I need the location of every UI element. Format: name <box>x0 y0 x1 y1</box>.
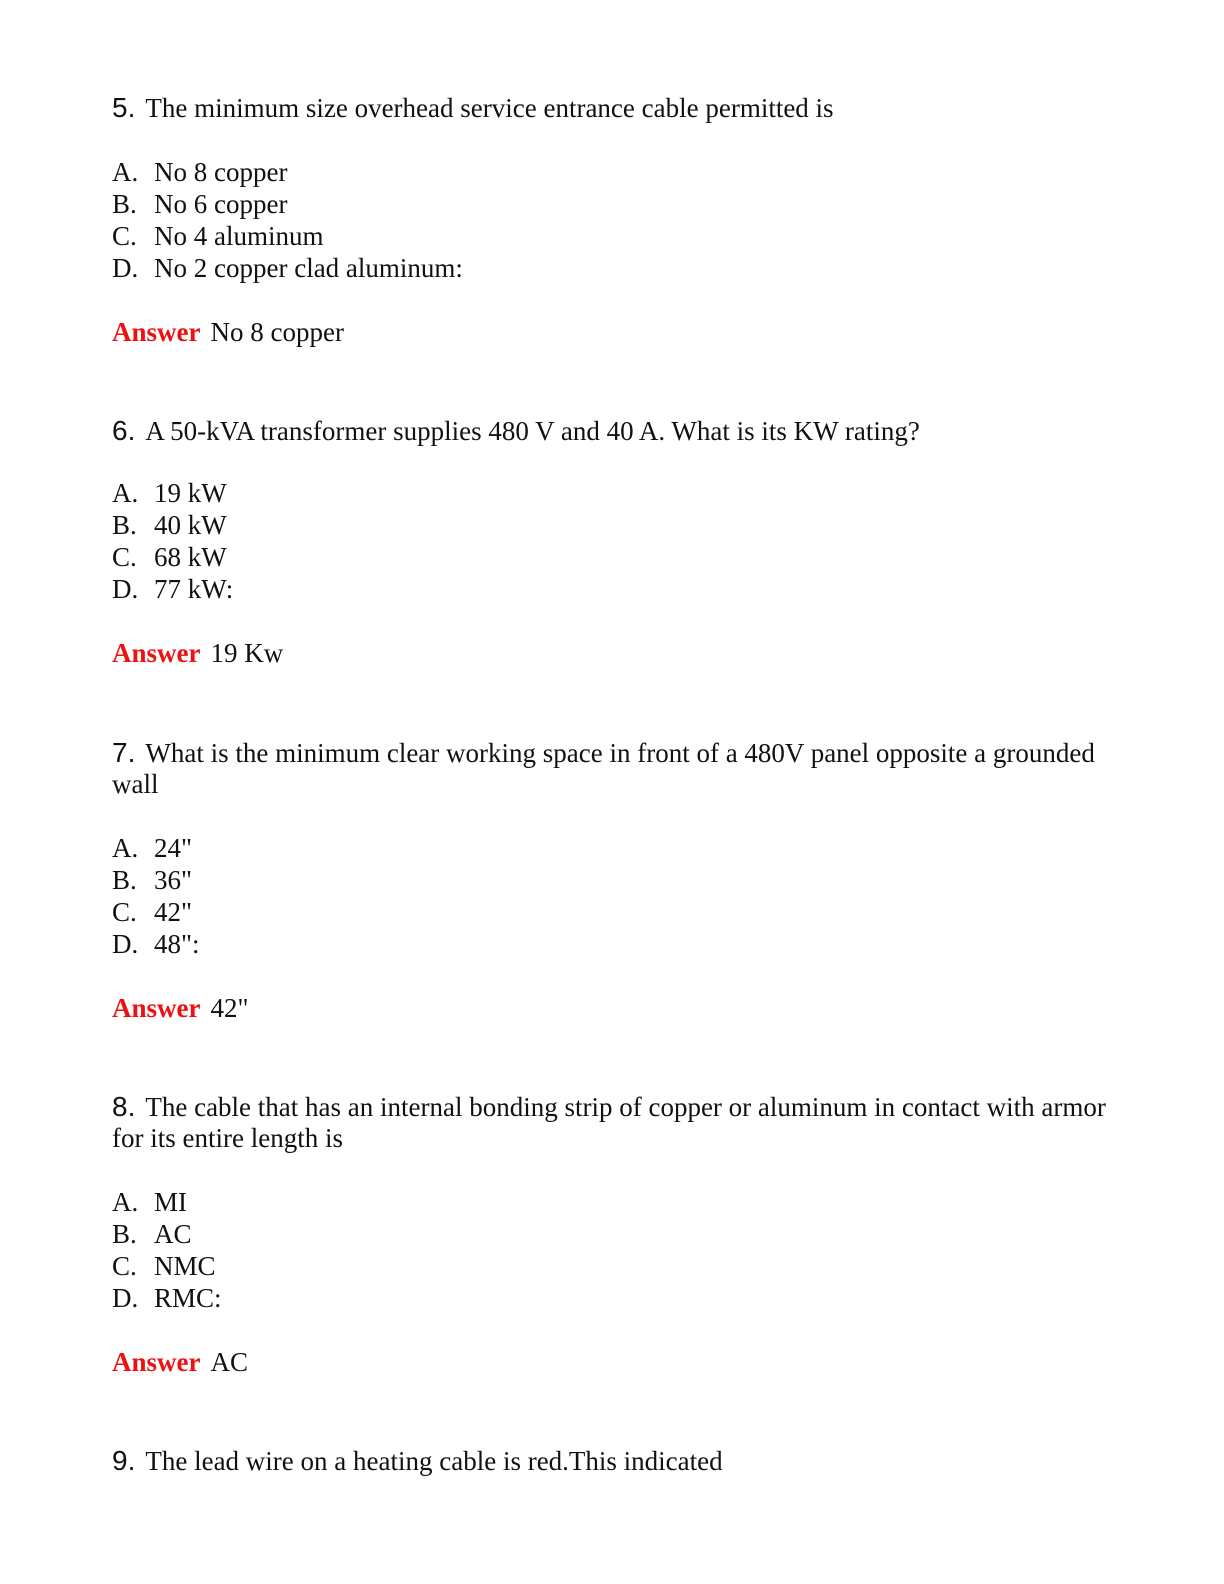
option-text: MI <box>154 1187 187 1217</box>
option-text: AC <box>154 1219 192 1249</box>
question-number: 6. <box>112 415 136 446</box>
option-d <box>112 573 1122 605</box>
option-letter: B. <box>112 189 137 219</box>
option-letter: C. <box>112 1251 137 1281</box>
question-prompt: What is the minimum clear working space in front of a 480V panel opposite a grounded wall <box>112 738 1095 799</box>
question-number: 8. <box>112 1091 136 1122</box>
option-text: No 2 copper clad aluminum: <box>154 253 463 283</box>
option-letter: B. <box>112 865 137 895</box>
question-5 <box>112 92 1122 348</box>
option-a <box>112 156 1122 188</box>
answer-line <box>112 992 1122 1024</box>
question-9 <box>112 1445 1122 1477</box>
option-letter: C. <box>112 221 137 251</box>
option-b <box>112 864 1122 896</box>
option-text: No 8 copper <box>154 157 288 187</box>
question-prompt: The lead wire on a heating cable is red.This indicated <box>145 1446 723 1476</box>
option-text: RMC: <box>154 1283 222 1313</box>
option-text: 42" <box>154 897 193 927</box>
answer-value: No 8 copper <box>210 317 344 347</box>
option-letter: C. <box>112 542 137 572</box>
option-letter: D. <box>112 253 139 283</box>
option-text: 24" <box>154 833 193 863</box>
answer-label: Answer <box>112 993 201 1023</box>
option-text: No 6 copper <box>154 189 288 219</box>
option-text: No 4 aluminum <box>154 221 324 251</box>
option-d <box>112 928 1122 960</box>
option-letter: B. <box>112 510 137 540</box>
option-letter: D. <box>112 929 139 959</box>
option-letter: A. <box>112 157 139 187</box>
question-prompt: The minimum size overhead service entrance cable permitted is <box>145 93 834 123</box>
option-text: 68 kW <box>154 542 227 572</box>
option-a <box>112 1186 1122 1218</box>
option-letter: C. <box>112 897 137 927</box>
option-d <box>112 252 1122 284</box>
question-number: 7. <box>112 737 136 768</box>
option-b <box>112 188 1122 220</box>
answer-label: Answer <box>112 638 201 668</box>
question-number: 5. <box>112 92 136 123</box>
question-prompt: A 50-kVA transformer supplies 480 V and 40 A. What is its KW rating? <box>145 416 920 446</box>
option-letter: A. <box>112 1187 139 1217</box>
options-list <box>112 477 1122 605</box>
option-c <box>112 220 1122 252</box>
option-c <box>112 896 1122 928</box>
answer-line <box>112 316 1122 348</box>
option-text: NMC <box>154 1251 216 1281</box>
answer-value: 42" <box>210 993 249 1023</box>
answer-line <box>112 1346 1122 1378</box>
option-b <box>112 1218 1122 1250</box>
option-text: 77 kW: <box>154 574 234 604</box>
option-letter: D. <box>112 1283 139 1313</box>
option-text: 36" <box>154 865 193 895</box>
option-letter: D. <box>112 574 139 604</box>
option-a <box>112 477 1122 509</box>
options-list <box>112 1186 1122 1314</box>
question-text <box>112 415 1122 447</box>
answer-value: AC <box>210 1347 249 1377</box>
option-d <box>112 1282 1122 1314</box>
question-text <box>112 92 1122 124</box>
option-text: 48": <box>154 929 200 959</box>
answer-label: Answer <box>112 317 201 347</box>
question-6 <box>112 415 1122 669</box>
question-8 <box>112 1091 1122 1378</box>
option-c <box>112 1250 1122 1282</box>
question-number: 9. <box>112 1445 136 1476</box>
options-list <box>112 156 1122 284</box>
question-7 <box>112 737 1122 1024</box>
question-text <box>112 1091 1122 1154</box>
option-letter: A. <box>112 833 139 863</box>
options-list <box>112 832 1122 960</box>
option-letter: B. <box>112 1219 137 1249</box>
answer-label: Answer <box>112 1347 201 1377</box>
question-prompt: The cable that has an internal bonding strip of copper or aluminum in contact with armor for its entire length is <box>112 1092 1106 1153</box>
option-b <box>112 509 1122 541</box>
option-c <box>112 541 1122 573</box>
answer-line <box>112 637 1122 669</box>
option-text: 19 kW <box>154 478 227 508</box>
answer-value: 19 Kw <box>210 638 284 668</box>
question-text <box>112 1445 1122 1477</box>
option-letter: A. <box>112 478 139 508</box>
option-a <box>112 832 1122 864</box>
question-text <box>112 737 1122 800</box>
option-text: 40 kW <box>154 510 227 540</box>
